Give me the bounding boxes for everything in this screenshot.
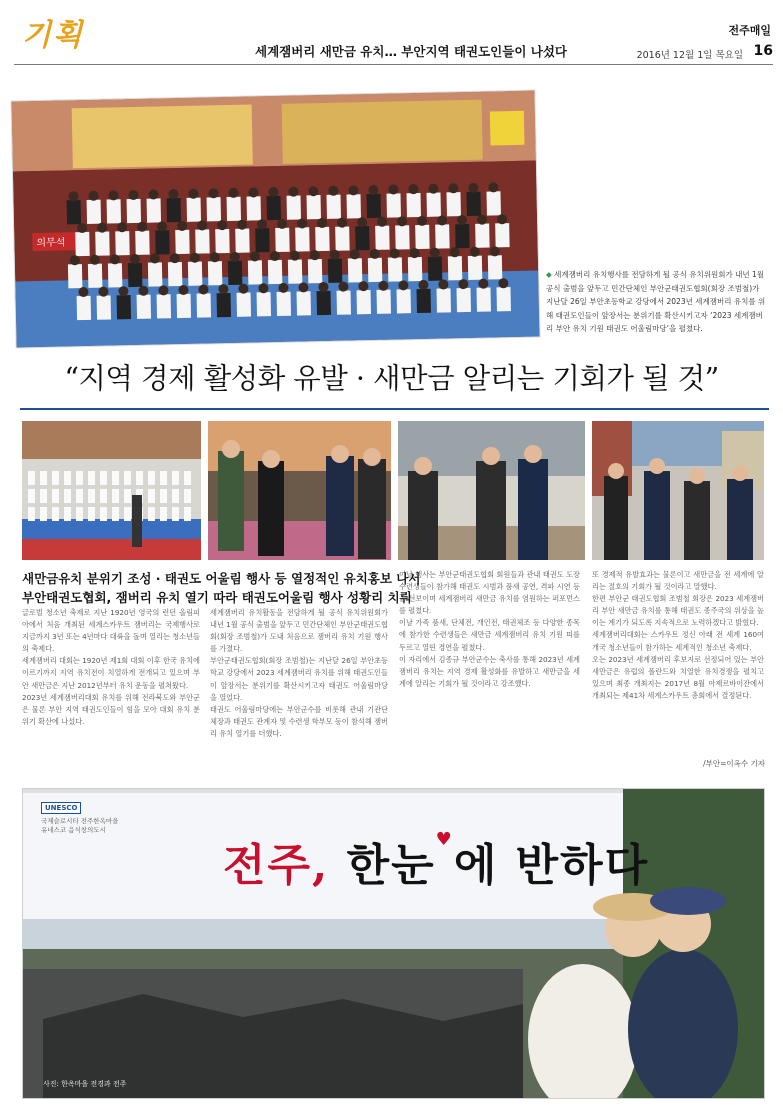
- paragraph: 세계잼버리 대회는 1920년 제1회 대회 이후 한국 유치에 이르기까지 지역 유치전이 치열하게 전개되고 있으며 부안 새만금은 지난 2012년부터 유치 운동을 펼쳐왔다.: [22, 656, 200, 690]
- trainee-figure: [160, 507, 167, 521]
- participant-figure: [208, 261, 222, 285]
- paragraph: 이 자리에서 김종규 부안군수는 축사를 통해 2023년 세계잼버리 유치는 지역 경제 활성화를 유발하고 새만금을 세계에 알리는 기회가 될 것이라고 강조했다.: [399, 654, 580, 688]
- participant-figure: [67, 200, 81, 224]
- participant-figure: [337, 290, 351, 314]
- trainee-figure: [40, 507, 47, 521]
- participant-figure: [167, 198, 181, 222]
- participant-figure: [197, 293, 211, 317]
- participant-figure: [455, 224, 469, 248]
- paragraph: 세계잼버리 유치활동을 전담하게 될 공식 유치위원회가 내년 1월 공식 출범을 앞두고 민간단체인 부안군태권도협회(회장 조범철)가 도내 처음으로 잼버리 유치 기원 행사를 가졌다.: [210, 608, 388, 654]
- participant-figure: [127, 199, 141, 223]
- participant-figure: [435, 224, 449, 248]
- participant-figure: [388, 257, 402, 281]
- participant-figure: [375, 226, 389, 250]
- trainee-figure: [64, 471, 71, 485]
- market-visit-illustration: [208, 421, 391, 560]
- participant-figure: [177, 294, 191, 318]
- participant-figure: [395, 225, 409, 249]
- participant-figure: [287, 195, 301, 219]
- paragraph: 글로벌 청소년 축제로 지난 1920년 영국의 런던 올림피아에서 처음 개최된 세계스카우트 잼버리는 국제행사로 지금까지 3년 또는 4년마다 대륙을 돌며 열리는 청소년들의 축제다.: [22, 608, 200, 654]
- participant-figure: [68, 264, 82, 288]
- photo-gym-event: [22, 421, 201, 560]
- paragraph: 이날 가족 품새, 단체전, 개인전, 태권체조 등 다양한 종목에 참가한 수련생들은 새만금 세계잼버리 유치 기원 띠를 두르고 열띤 경연을 펼쳤다.: [399, 618, 580, 652]
- trainee-figure: [124, 489, 131, 503]
- issue-date: 2016년 12월 1일 목요일: [636, 50, 743, 61]
- article-column-3: [399, 569, 580, 690]
- participant-figure: [415, 225, 429, 249]
- main-headline: “지역 경제 활성화 유발 · 새만금 알리는 기회가 될 것”: [64, 362, 719, 395]
- participant-figure: [88, 264, 102, 288]
- participant-figure: [386, 193, 400, 217]
- photo-caption: [546, 268, 768, 336]
- participant-figure: [456, 288, 470, 312]
- participant-figure: [115, 231, 129, 255]
- participant-figure: [147, 198, 161, 222]
- participant-figure: [335, 226, 349, 250]
- trainee-figure: [28, 489, 35, 503]
- participant-figure: [215, 229, 229, 253]
- trainee-figure: [76, 471, 83, 485]
- participant-figure: [87, 200, 101, 224]
- participant-figure: [426, 193, 440, 217]
- subhead-2: 부안태권도협회, 잼버리 유치 열기 따라 태권도어울림 행사 성황리 치뤄: [22, 590, 412, 605]
- trainee-figure: [64, 507, 71, 521]
- participant-figure: [317, 291, 331, 315]
- participant-figure: [148, 262, 162, 286]
- trainee-figure: [172, 471, 179, 485]
- trainee-figure: [136, 471, 143, 485]
- paragraph: 한편 부안군 태권도협회 조범철 회장은 2023 세계잼버리 부안 새만금 유치를 통해 태권도 종주국의 위상을 높이는 계기가 되도록 지속적으로 노력하겠다고 밝혔다.: [592, 594, 764, 628]
- trainee-figure: [52, 489, 59, 503]
- participant-figure: [355, 226, 369, 250]
- ad-logo-group: [41, 795, 81, 814]
- trainee-figure: [100, 507, 107, 521]
- trainee-figure: [172, 489, 179, 503]
- participant-figure: [377, 290, 391, 314]
- participant-figure: [187, 198, 201, 222]
- section-tag: 기획: [22, 18, 84, 53]
- participant-figure: [348, 258, 362, 282]
- slogan-part-1: 전주,: [223, 840, 330, 891]
- participant-figure: [446, 192, 460, 216]
- group-photo-illustration: [11, 91, 539, 348]
- participant-figure: [117, 295, 131, 319]
- paragraph: 이날 행사는 부안군태권도협회 회원들과 관내 태권도 도장 수련생들이 참가해 태권도 시범과 품새 공연, 격파 시연 등을 선보이며 세계잼버리 새만금 유치를 염원하는 퍼포먼스를 펼쳤다.: [399, 570, 580, 616]
- trainee-figure: [124, 471, 131, 485]
- trainee-figure: [184, 489, 191, 503]
- paragraph: 오는 2023년 세계잼버리 후보지로 선정되어 있는 부안 새만금은 유럽의 폴란드와 치열한 유치경쟁을 펼치고 있으며 최종 개최지는 2017년 8월 아제르바이잔에서 개최되는 제41차 세계스카우트 총회에서 결정된다.: [592, 654, 764, 700]
- byline: /부안=이옥수 기자: [703, 759, 765, 768]
- participant-figure: [468, 256, 482, 280]
- participant-figure: [428, 257, 442, 281]
- participant-figure: [247, 196, 261, 220]
- page-number: 16: [753, 43, 773, 59]
- participant-figure: [408, 257, 422, 281]
- participant-figure: [328, 259, 342, 283]
- participant-figure: [327, 195, 341, 219]
- trainee-figure: [88, 471, 95, 485]
- org-line-1: 국제슬로시티 전주한옥마을: [41, 817, 119, 825]
- trainee-figure: [76, 489, 83, 503]
- participant-figure: [268, 260, 282, 284]
- jeonju-advertisement: [22, 788, 765, 1099]
- participant-figure: [475, 224, 489, 248]
- participant-figure: [315, 227, 329, 251]
- participant-figure: [257, 292, 271, 316]
- participant-figure: [97, 295, 111, 319]
- ad-organizations: [41, 817, 118, 835]
- subhead-1: 새만금유치 분위기 조성 · 태권도 어울림 행사 등 열정적인 유치홍보 나서: [22, 571, 421, 586]
- photo-market-visit: [208, 421, 391, 560]
- participant-figure: [235, 229, 249, 253]
- participant-figure: [366, 194, 380, 218]
- paragraph: 2023년 세계잼버리대회 유치를 위해 전라북도와 부안군은 물론 부안 지역 태권도인들이 힘을 모아 대회 유치 분위기 확산에 나섰다.: [22, 692, 200, 726]
- trainee-figure: [88, 489, 95, 503]
- participant-figure: [307, 195, 321, 219]
- participant-figure: [466, 192, 480, 216]
- participant-figure: [77, 296, 91, 320]
- trainee-figure: [100, 489, 107, 503]
- participant-figure: [228, 261, 242, 285]
- trainee-figure: [40, 489, 47, 503]
- participant-figure: [495, 223, 509, 247]
- trainee-figure: [52, 471, 59, 485]
- participant-figure: [488, 255, 502, 279]
- participant-figure: [188, 262, 202, 286]
- participant-figure: [248, 260, 262, 284]
- paragraph: 부안군태권도협회(회장 조범철)는 지난달 26일 부안초등학교 강당에서 2023 세계잼버리 유치를 위해 태권도인들이 앞장서는 분위기를 확산시키고자 태권도 어울림마당을 열었다.: [210, 656, 388, 702]
- trainee-figure: [64, 489, 71, 503]
- trainee-figure: [76, 507, 83, 521]
- participant-figure: [347, 194, 361, 218]
- participant-figure: [277, 292, 291, 316]
- trainee-figure: [124, 507, 131, 521]
- ad-slogan: [223, 829, 649, 893]
- participant-figure: [168, 262, 182, 286]
- street-walk-illustration: [398, 421, 585, 560]
- participant-figure: [155, 230, 169, 254]
- trainee-figure: [28, 471, 35, 485]
- trainee-figure: [28, 507, 35, 521]
- org-line-2: 유네스코 음식창의도시: [41, 826, 106, 834]
- trainee-figure: [160, 489, 167, 503]
- participant-figure: [295, 227, 309, 251]
- downtown-street-illustration: [592, 421, 764, 560]
- caption-bullet-icon: ◆: [546, 270, 552, 279]
- participant-figure: [137, 295, 151, 319]
- photo-downtown-street: [592, 421, 764, 560]
- participant-figure: [288, 259, 302, 283]
- participant-figure: [128, 263, 142, 287]
- participant-figure: [75, 232, 89, 256]
- trainee-figure: [112, 489, 119, 503]
- trainee-figure: [172, 507, 179, 521]
- trainee-figure: [88, 507, 95, 521]
- paragraph: 세계잼버리대회는 스카우트 정신 아래 전 세계 160여 개국 청소년들이 참가하는 세계적인 청소년 축제다.: [592, 630, 764, 652]
- participant-figure: [108, 263, 122, 287]
- trainee-figure: [148, 471, 155, 485]
- participant-figure: [416, 289, 430, 313]
- article-column-1: [22, 607, 200, 728]
- newspaper-name: 전주매일: [728, 24, 771, 37]
- trainee-figure: [148, 489, 155, 503]
- participant-figure: [297, 291, 311, 315]
- participant-figure: [267, 196, 281, 220]
- participant-figure: [357, 290, 371, 314]
- slogan-part-3: 에 반하다: [453, 840, 650, 891]
- participant-figure: [237, 293, 251, 317]
- participant-figure: [397, 289, 411, 313]
- trainee-figure: [184, 507, 191, 521]
- participant-figure: [436, 288, 450, 312]
- article-column-4: [592, 569, 764, 702]
- participant-figure: [368, 258, 382, 282]
- gym-event-illustration: [22, 421, 201, 560]
- caption-text: 세계잼버리 유치행사를 전담하게 될 공식 유치위원회가 내년 1월 공식 출범을 앞두고 민간단체인 부안군태권도협회(회장 조범철)가 지난달 26일 부안초등학교 강당에서 2023년 세계잼버리 유치를 위해 태권도인들이 앞장서는 분위기를 확산시키고자 ‘2023 세계잼버리 부안 유치 기원 태권도 어울림마당’을 펼쳤다.: [546, 270, 766, 333]
- trainee-figure: [112, 471, 119, 485]
- participant-figure: [496, 287, 510, 311]
- heart-icon: ♥: [435, 829, 454, 850]
- paragraph: 또 경제적 유발효과는 물론이고 새만금을 전 세계에 알리는 절호의 기회가 될 것이라고 말했다.: [592, 570, 764, 592]
- participant-figure: [175, 230, 189, 254]
- participant-figure: [135, 231, 149, 255]
- participant-figure: [308, 259, 322, 283]
- photo-street-walk: [398, 421, 585, 560]
- trainee-figure: [40, 471, 47, 485]
- participant-figure: [227, 197, 241, 221]
- participant-figure: [157, 294, 171, 318]
- headline-divider: [20, 408, 769, 410]
- participant-figure: [207, 197, 221, 221]
- trainee-figure: [148, 507, 155, 521]
- participant-figure: [486, 191, 500, 215]
- ad-photo-caption: 사진: 한옥마을 전경과 전주: [43, 1080, 127, 1088]
- participant-figure: [217, 293, 231, 317]
- trainee-figure: [52, 507, 59, 521]
- paragraph: 태권도 어울림마당에는 부안군수를 비롯해 관내 기관단체장과 태권도 관계자 및 수련생 학부모 등이 참석해 잼버리 유치 열기를 더했다.: [210, 704, 388, 738]
- participant-figure: [448, 256, 462, 280]
- participant-figure: [406, 193, 420, 217]
- main-group-photo: [11, 91, 539, 348]
- participant-figure: [195, 229, 209, 253]
- trainee-figure: [112, 507, 119, 521]
- participant-figure: [275, 228, 289, 252]
- participant-figure: [95, 231, 109, 255]
- participant-figure: [255, 228, 269, 252]
- page-top-title: 세계잼버리 새만금 유치… 부안지역 태권도인들이 나섰다: [255, 44, 567, 59]
- article-column-2: [210, 607, 388, 740]
- banner-text: 의무석: [36, 237, 66, 250]
- participant-figure: [107, 199, 121, 223]
- unesco-logo: UNESCO: [41, 802, 81, 814]
- header-divider: [14, 64, 773, 65]
- trainee-figure: [160, 471, 167, 485]
- trainee-figure: [100, 471, 107, 485]
- slogan-part-2: 한눈: [346, 840, 436, 891]
- trainee-figure: [184, 471, 191, 485]
- participant-figure: [476, 288, 490, 312]
